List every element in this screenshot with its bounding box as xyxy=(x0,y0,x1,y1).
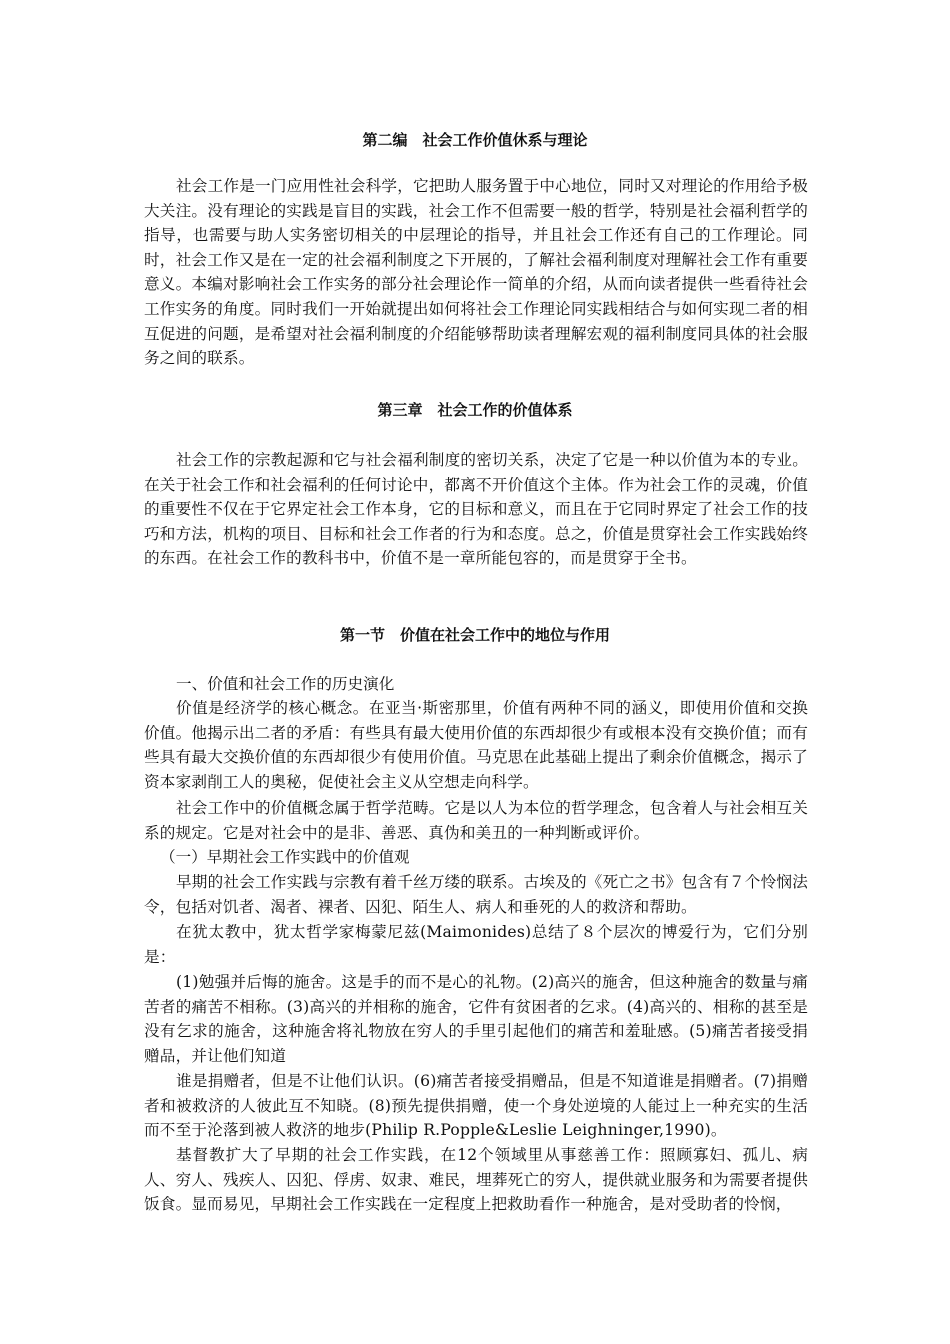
section-heading: 第一节 价值在社会工作中的地位与作用 xyxy=(339,626,610,644)
paragraph-early-practice: 早期的社会工作实践与宗教有着千丝万缕的联系。古埃及的《死亡之书》包含有７个怜悯法令，包括对饥者、渴者、裸者、囚犯、陌生人、病人和垂死的人的救济和帮助。 xyxy=(144,873,808,916)
paragraph-value-philosophy: 社会工作中的价值概念属于哲学范畴。它是以人为本位的哲学理念，包含着人与社会相互关系的规定。它是对社会中的是非、善恶、真伪和美丑的一种判断或评价。 xyxy=(144,799,808,842)
part-heading: 第二编 社会工作价值休系与理论 xyxy=(362,131,588,149)
paragraph-eight-levels-continued: 谁是捐赠者，但是不让他们认识。(6)痛苦者接受捐赠品，但是不知道谁是捐赠者。(7)捐赠者和被救济的人彼此互不知晓。(8)预先提供捐赠，使一个身处逆境的人能过上一种充实的生活而不至于沦落到被人救济的地步(Philip R.Popple&Leslie Leighninger,1990)。 xyxy=(144,1072,808,1140)
subsection-heading-history: 一、价值和社会工作的历史演化 xyxy=(176,675,395,693)
subsection-heading-early-values: （一）早期社会工作实践中的价值观 xyxy=(160,848,410,866)
paragraph-value-economics: 价值是经济学的核心概念。在亚当·斯密那里，价值有两种不同的涵义，即使用价值和交换价值。他揭示出二者的矛盾：有些具有最大使用价值的东西却很少有或根本没有交换价值；而有些具有最大交换价值的东西却很少有使用价值。马克思在此基础上提出了剩余价值概念，揭示了资本家剥削工人的奥秘，促使社会主义从空想走向科学。 xyxy=(144,699,808,791)
part-intro-paragraph: 社会工作是一门应用性社会科学，它把助人服务置于中心地位，同时又对理论的作用给予极大关注。没有理论的实践是盲目的实践，社会工作不但需要一般的哲学，特别是社会福利哲学的指导，也需要与助人实务密切相关的中层理论的指导，并且社会工作还有自己的工作理论。同时，社会工作又是在一定的社会福利制度之下开展的，了解社会福利制度对理解社会工作有重要意义。本编对影响社会工作实务的部分社会理论作一简单的介绍，从而向读者提供一些看待社会工作实务的角度。同时我们一开始就提出如何将社会工作理论同实践相结合与如何实现二者的相互促进的问题，是希望对社会福利制度的介绍能够帮助读者理解宏观的福利制度同具体的社会服务之间的联系。 xyxy=(144,177,808,368)
chapter-heading: 第三章 社会工作的价值体系 xyxy=(377,401,573,419)
paragraph-christianity: 基督教扩大了早期的社会工作实践，在12个领域里从事慈善工作：照顾寡妇、孤儿、病人、穷人、残疾人、囚犯、俘虏、奴隶、难民，埋葬死亡的穷人，提供就业服务和为需要者提供饭食。显而易见，早期社会工作实践在一定程度上把救助看作一种施舍，是对受助者的怜悯， xyxy=(144,1146,808,1214)
paragraph-judaism: 在犹太教中，犹太哲学家梅蒙尼兹(Maimonides)总结了８个层次的博爱行为，它们分别是： xyxy=(144,923,808,966)
paragraph-eight-levels: (1)勉强并后悔的施舍。这是手的而不是心的礼物。(2)高兴的施舍，但这种施舍的数量与痛苦者的痛苦不相称。(3)高兴的并相称的施舍，它件有贫困者的乞求。(4)高兴的、相称的甚至是没有乞求的施舍，这种施舍将礼物放在穷人的手里引起他们的痛苦和羞耻感。(5)痛苦者接受捐赠品，并让他们知道 xyxy=(144,973,808,1065)
chapter-intro-paragraph: 社会工作的宗教起源和它与社会福利制度的密切关系，决定了它是一种以价值为本的专业。在关于社会工作和社会福利的任何讨论中，都离不开价值这个主体。作为社会工作的灵魂，价值的重要性不仅在于它界定社会工作本身，它的目标和意义，而且在于它同时界定了社会工作的技巧和方法，机构的项目、目标和社会工作者的行为和态度。总之，价值是贯穿社会工作实践始终的东西。在社会工作的教科书中，价值不是一章所能包容的，而是贯穿于全书。 xyxy=(144,451,808,568)
